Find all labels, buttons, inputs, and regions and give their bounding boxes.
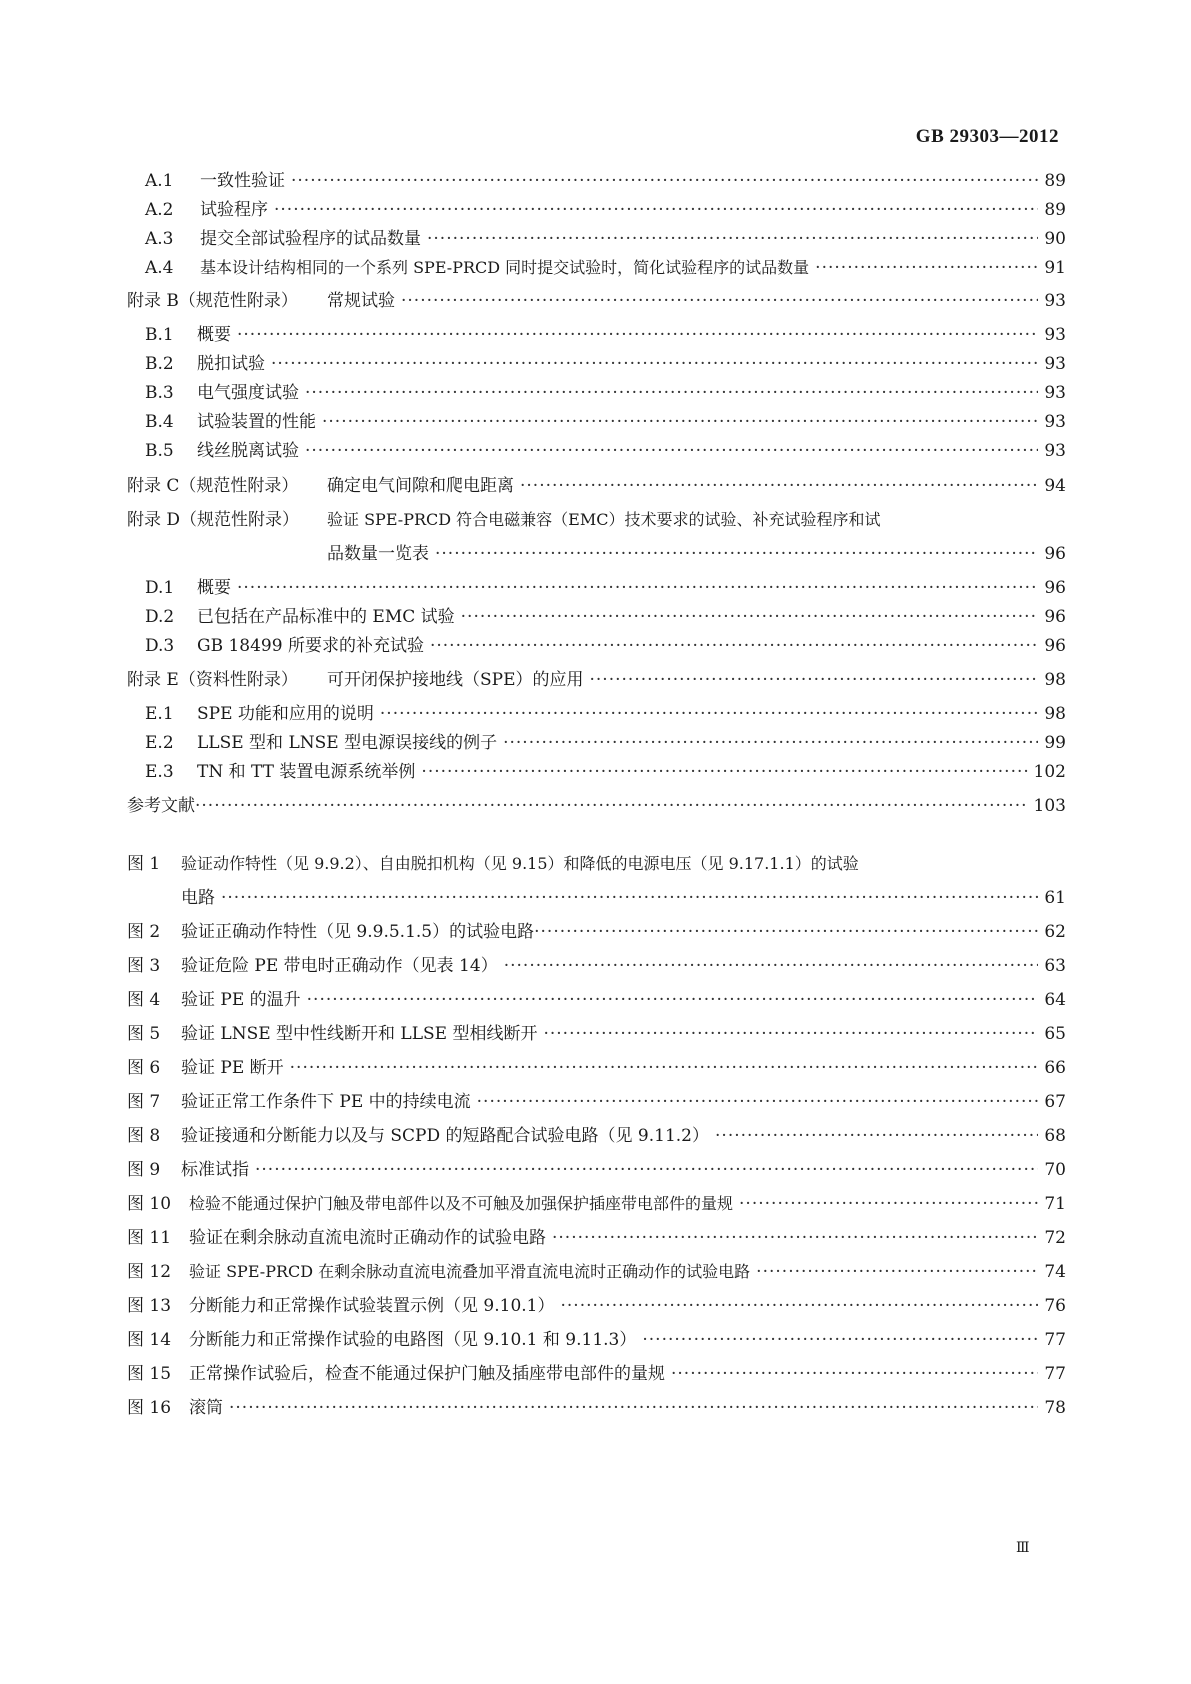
entry-page: 93: [1044, 441, 1066, 461]
dot-leader: [401, 288, 1038, 314]
dot-leader: [255, 1157, 1038, 1183]
entry-number: 图 12: [127, 1262, 172, 1282]
dot-leader: [739, 1191, 1038, 1217]
entry-title: 试验装置的性能: [197, 412, 316, 432]
toc-entry-b5[interactable]: [145, 438, 1066, 464]
toc-figure-14[interactable]: [127, 1327, 1066, 1353]
toc-figure-3[interactable]: [127, 953, 1066, 979]
entry-page: 77: [1044, 1364, 1066, 1384]
toc-figure-15[interactable]: [127, 1361, 1066, 1387]
entry-number: D.3: [145, 636, 175, 656]
toc-figure-10[interactable]: [127, 1191, 1066, 1217]
dot-leader: [291, 168, 1038, 194]
entry-number: 图 9: [127, 1160, 161, 1180]
entry-page: 96: [1044, 607, 1066, 627]
dot-leader: [237, 322, 1038, 348]
toc-entry-b4[interactable]: [145, 409, 1066, 435]
entry-number: 图 3: [127, 956, 161, 976]
entry-number: D.2: [145, 607, 175, 627]
entry-number: 图 6: [127, 1058, 161, 1078]
dot-leader: [421, 759, 1027, 785]
entry-number: 图 13: [127, 1296, 172, 1316]
entry-title: 正常操作试验后，检查不能通过保护门触及插座带电部件的量规: [189, 1364, 665, 1384]
entry-page: 98: [1044, 670, 1066, 690]
entry-page: 76: [1044, 1296, 1066, 1316]
entry-title: 可开闭保护接地线（SPE）的应用: [327, 670, 584, 690]
toc-entry-appendix-d[interactable]: [327, 541, 1066, 567]
entry-number: B.4: [145, 412, 174, 432]
toc-figure-16[interactable]: [127, 1395, 1066, 1421]
entry-number: A.1: [145, 171, 174, 191]
toc-entry-a1[interactable]: [145, 168, 1066, 194]
entry-number: 图 2: [127, 922, 161, 942]
entry-page: 71: [1044, 1194, 1066, 1214]
entry-number: B.5: [145, 441, 174, 461]
entry-number: 图 10: [127, 1194, 172, 1214]
toc-entry-b1[interactable]: [145, 322, 1066, 348]
entry-page: 102: [1033, 762, 1066, 782]
entry-number: A.2: [145, 200, 174, 220]
entry-number: D.1: [145, 578, 175, 598]
entry-page: 63: [1044, 956, 1066, 976]
dot-leader: [430, 633, 1038, 659]
entry-title: 验证危险 PE 带电时正确动作（见表 14）: [181, 956, 498, 976]
entry-title-line1: 验证 SPE-PRCD 符合电磁兼容（EMC）技术要求的试验、补充试验程序和试: [327, 510, 881, 529]
entry-page: 89: [1044, 171, 1066, 191]
dot-leader: [305, 380, 1038, 406]
entry-page: 96: [1044, 578, 1066, 598]
dot-leader: [435, 541, 1038, 567]
dot-leader: [715, 1123, 1038, 1149]
dot-leader: [520, 473, 1038, 499]
entry-title: 验证正确动作特性（见 9.9.5.1.5）的试验电路: [181, 922, 535, 942]
dot-leader: [271, 351, 1038, 377]
dot-leader: [552, 1225, 1038, 1251]
entry-number: 附录 B（规范性附录）: [127, 291, 298, 311]
entry-number: 图 16: [127, 1398, 172, 1418]
entry-page: 66: [1044, 1058, 1066, 1078]
toc-entry-a4[interactable]: [145, 255, 1066, 281]
entry-title: 一致性验证: [200, 171, 285, 191]
entry-title: GB 18499 所要求的补充试验: [197, 636, 424, 656]
toc-entry-appendix-e[interactable]: [127, 667, 1066, 693]
entry-page: 90: [1044, 229, 1066, 249]
entry-title: 验证正常工作条件下 PE 中的持续电流: [181, 1092, 471, 1112]
entry-page: 68: [1044, 1126, 1066, 1146]
entry-number: 图 14: [127, 1330, 172, 1350]
dot-leader: [815, 255, 1038, 281]
toc-entry-e1[interactable]: [145, 701, 1066, 727]
entry-title: 常规试验: [327, 291, 395, 311]
dot-leader: [290, 1055, 1038, 1081]
entry-title: 分断能力和正常操作试验装置示例（见 9.10.1）: [189, 1296, 555, 1316]
entry-number: 图 7: [127, 1092, 161, 1112]
entry-page: 72: [1044, 1228, 1066, 1248]
entry-title: TN 和 TT 装置电源系统举例: [197, 762, 416, 782]
toc-entry-appendix-c[interactable]: [127, 473, 1066, 499]
entry-number: 图 8: [127, 1126, 161, 1146]
entry-title: 电路: [181, 888, 215, 908]
entry-page: 62: [1044, 922, 1066, 942]
toc-figure-1-line1[interactable]: [127, 851, 1066, 877]
dot-leader: [461, 604, 1038, 630]
entry-page: 99: [1044, 733, 1066, 753]
dot-leader: [756, 1259, 1038, 1285]
entry-page: 91: [1044, 258, 1066, 278]
entry-page: 61: [1044, 888, 1066, 908]
dot-leader: [560, 1293, 1038, 1319]
toc-entry-appendix-b[interactable]: [127, 288, 1066, 314]
entry-page: 77: [1044, 1330, 1066, 1350]
entry-title: 验证 PE 断开: [181, 1058, 284, 1078]
entry-title: 电气强度试验: [197, 383, 299, 403]
entry-title: 试验程序: [200, 200, 268, 220]
dot-leader: [642, 1327, 1038, 1353]
entry-title: 品数量一览表: [327, 544, 429, 564]
entry-page: 70: [1044, 1160, 1066, 1180]
entry-title: 分断能力和正常操作试验的电路图（见 9.10.1 和 9.11.3）: [189, 1330, 637, 1350]
entry-number: 附录 D（规范性附录）: [127, 510, 300, 530]
entry-page: 93: [1044, 291, 1066, 311]
dot-leader: [237, 575, 1038, 601]
entry-title: 基本设计结构相同的一个系列 SPE-PRCD 同时提交试验时，简化试验程序的试品数量: [200, 258, 810, 277]
entry-title: 脱扣试验: [197, 354, 265, 374]
dot-leader: [427, 226, 1038, 252]
toc-entry-d3[interactable]: [145, 633, 1066, 659]
dot-leader: [590, 667, 1039, 693]
entry-number: E.1: [145, 704, 174, 724]
toc-figure-12[interactable]: [127, 1259, 1066, 1285]
entry-number: A.3: [145, 229, 174, 249]
entry-title: 验证接通和分断能力以及与 SCPD 的短路配合试验电路（见 9.11.2）: [181, 1126, 710, 1146]
entry-page: 67: [1044, 1092, 1066, 1112]
toc-figure-5[interactable]: [127, 1021, 1066, 1047]
entry-title: SPE 功能和应用的说明: [197, 704, 374, 724]
entry-page: 93: [1044, 354, 1066, 374]
entry-page: 103: [1033, 796, 1066, 816]
entry-title: 概要: [197, 578, 231, 598]
entry-number: 图 4: [127, 990, 161, 1010]
entry-page: 89: [1044, 200, 1066, 220]
entry-title: 验证 LNSE 型中性线断开和 LLSE 型相线断开: [181, 1024, 538, 1044]
entry-number: E.3: [145, 762, 174, 782]
entry-title: 验证在剩余脉动直流电流时正确动作的试验电路: [189, 1228, 546, 1248]
entry-number: 附录 C（规范性附录）: [127, 476, 299, 496]
entry-number: 图 1: [127, 854, 161, 874]
entry-title: 标准试指: [181, 1160, 249, 1180]
entry-page: 96: [1044, 544, 1066, 564]
entry-title: 滚筒: [189, 1398, 223, 1418]
toc-entry-a2[interactable]: [145, 197, 1066, 223]
dot-leader: [380, 701, 1038, 727]
toc-figure-9[interactable]: [127, 1157, 1066, 1183]
entry-number: 附录 E（资料性附录）: [127, 670, 298, 690]
entry-number: B.3: [145, 383, 174, 403]
dot-leader: [543, 1021, 1038, 1047]
entry-page: 74: [1044, 1262, 1066, 1282]
toc-entry-d2[interactable]: [145, 604, 1066, 630]
entry-number: 图 5: [127, 1024, 161, 1044]
entry-title: 参考文献: [127, 796, 195, 816]
dot-leader: [305, 438, 1038, 464]
toc-entry-d1[interactable]: [145, 575, 1066, 601]
dot-leader: [274, 197, 1038, 223]
dot-leader: [322, 409, 1038, 435]
toc-entry-b2[interactable]: [145, 351, 1066, 377]
entry-page: 78: [1044, 1398, 1066, 1418]
entry-page: 96: [1044, 636, 1066, 656]
entry-title: 检验不能通过保护门触及带电部件以及不可触及加强保护插座带电部件的量规: [189, 1194, 734, 1213]
dot-leader: [671, 1361, 1038, 1387]
toc-figure-2[interactable]: [127, 919, 1066, 945]
toc-figure-8[interactable]: [127, 1123, 1066, 1149]
dot-leader: [504, 953, 1038, 979]
entry-page: 94: [1044, 476, 1066, 496]
toc-figure-6[interactable]: [127, 1055, 1066, 1081]
toc-figure-1[interactable]: [181, 885, 1066, 911]
entry-title-line1: 验证动作特性（见 9.9.2）、自由脱扣机构（见 9.15）和降低的电源电压（见 9.17.1.1）的试验: [181, 854, 859, 873]
entry-page: 93: [1044, 383, 1066, 403]
entry-title: 概要: [197, 325, 231, 345]
entry-page: 98: [1044, 704, 1066, 724]
entry-page: 64: [1044, 990, 1066, 1010]
entry-number: 图 11: [127, 1228, 172, 1248]
toc-entry-references[interactable]: [127, 793, 1066, 819]
entry-title: 已包括在产品标准中的 EMC 试验: [197, 607, 455, 627]
entry-title: 确定电气间隙和爬电距离: [327, 476, 514, 496]
entry-number: E.2: [145, 733, 174, 753]
toc-figure-13[interactable]: [127, 1293, 1066, 1319]
toc-entry-appendix-d-line1[interactable]: [127, 507, 1066, 533]
toc-figure-11[interactable]: [127, 1225, 1066, 1251]
entry-title: 线丝脱离试验: [197, 441, 299, 461]
entry-number: B.2: [145, 354, 174, 374]
toc-figure-7[interactable]: [127, 1089, 1066, 1115]
entry-number: 图 15: [127, 1364, 172, 1384]
toc-entry-b3[interactable]: [145, 380, 1066, 406]
toc-entry-a3[interactable]: [145, 226, 1066, 252]
entry-title: LLSE 型和 LNSE 型电源误接线的例子: [197, 733, 498, 753]
entry-page: 93: [1044, 412, 1066, 432]
entry-title: 验证 PE 的温升: [181, 990, 301, 1010]
document-code: GB 29303—2012: [915, 126, 1059, 147]
dot-leader: [229, 1395, 1038, 1421]
toc-entry-e2[interactable]: [145, 730, 1066, 756]
entry-number: A.4: [145, 258, 174, 278]
dot-leader: [477, 1089, 1038, 1115]
dot-leader: [534, 919, 1038, 945]
dot-leader: [307, 987, 1038, 1013]
entry-title: 验证 SPE-PRCD 在剩余脉动直流电流叠加平滑直流电流时正确动作的试验电路: [189, 1262, 751, 1281]
entry-page: 93: [1044, 325, 1066, 345]
toc-entry-e3[interactable]: [145, 759, 1066, 785]
dot-leader: [221, 885, 1038, 911]
dot-leader: [503, 730, 1038, 756]
toc-figure-4[interactable]: [127, 987, 1066, 1013]
entry-title: 提交全部试验程序的试品数量: [200, 229, 421, 249]
page-number: Ⅲ: [1016, 1540, 1030, 1556]
entry-page: 65: [1044, 1024, 1066, 1044]
dot-leader: [195, 793, 1028, 819]
entry-number: B.1: [145, 325, 174, 345]
